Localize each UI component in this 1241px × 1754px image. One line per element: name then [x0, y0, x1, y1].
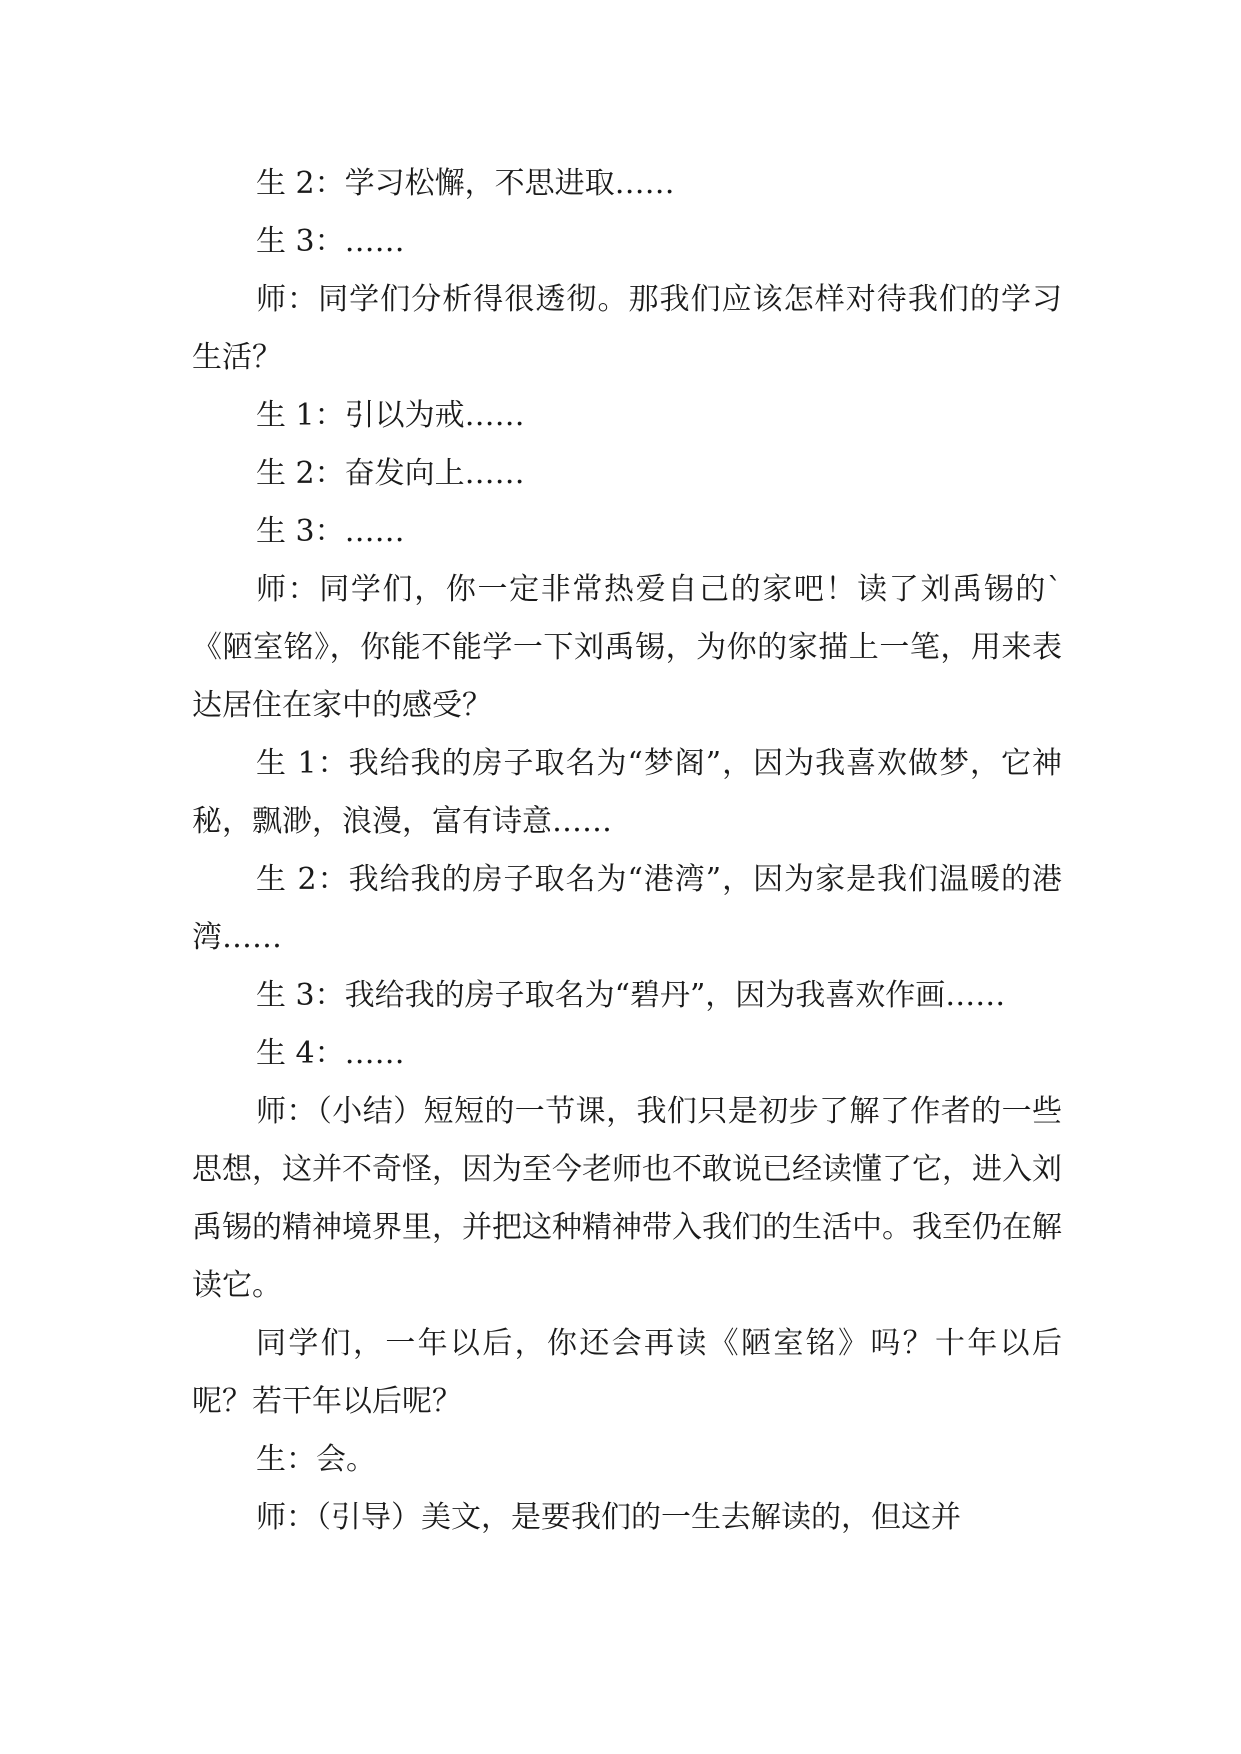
paragraph-student3-reply: 生 3：……: [256, 224, 405, 259]
paragraph-student1-reply: 生 1：引以为戒……: [256, 398, 525, 433]
paragraph-teacher-guidance: 师：（引导）美文，是要我们的一生去解读的，但这并: [256, 1500, 961, 1535]
paragraph-teacher-summary: 师：（小结）短短的一节课，我们只是初步了解了作者的一些思想，这并不奇怪，因为至今老师也不敢说已经读懂了它，进入刘禹锡的精神境界里，并把这种精神带入我们的生活中。我至仍在解读它。: [192, 1094, 1062, 1303]
paragraph-student3-reply: 生 3：……: [256, 514, 405, 549]
paragraph-student4-answer: 生 4：……: [256, 1036, 405, 1071]
paragraph-student-answer: 生：会。: [256, 1442, 376, 1477]
paragraph-student3-answer: 生 3：我给我的房子取名为“碧丹”，因为我喜欢作画……: [256, 978, 1006, 1013]
paragraph-teacher-question: 师：同学们分析得很透彻。那我们应该怎样对待我们的学习生活？: [192, 282, 1062, 375]
document-body: [192, 155, 1062, 1547]
paragraph-student2-answer: 生 2：我给我的房子取名为“港湾”，因为家是我们温暖的港湾……: [192, 862, 1062, 955]
paragraph-teacher-question-reread: 同学们，一年以后，你还会再读《陋室铭》吗？十年以后呢？若干年以后呢？: [192, 1326, 1062, 1419]
paragraph-student2-reply: 生 2：学习松懈，不思进取……: [256, 166, 675, 201]
paragraph-teacher-prompt: 师：同学们，你一定非常热爱自己的家吧！读了刘禹锡的`《陋室铭》，你能不能学一下刘禹锡，为你的家描上一笔，用来表达居住在家中的感受？: [192, 572, 1062, 723]
paragraph-student2-reply: 生 2：奋发向上……: [256, 456, 525, 491]
paragraph-student1-answer: 生 1：我给我的房子取名为“梦阁”，因为我喜欢做梦，它神秘，飘渺，浪漫，富有诗意……: [192, 746, 1062, 839]
